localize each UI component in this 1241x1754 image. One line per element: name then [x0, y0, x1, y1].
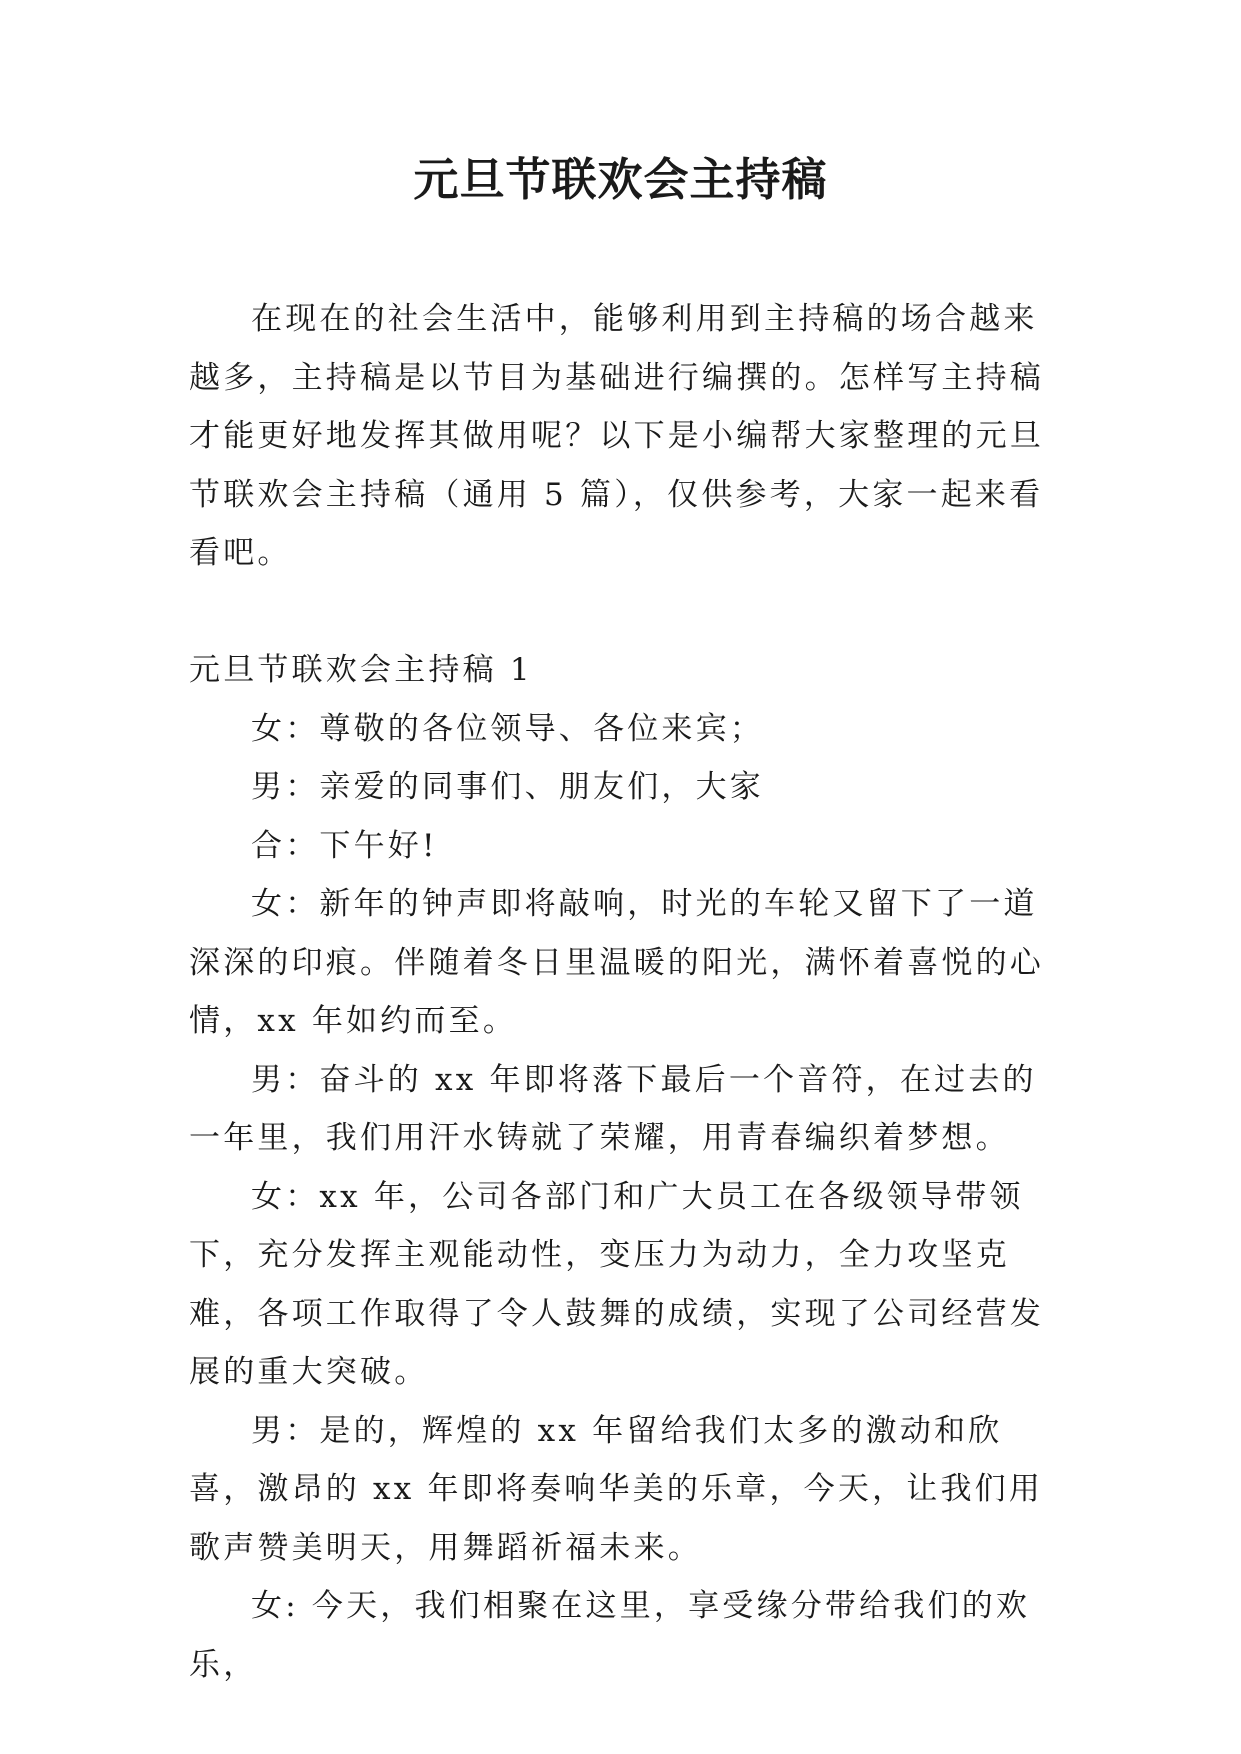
dialogue-line: 合：下午好! — [251, 827, 438, 864]
dialogue-line: 女：尊敬的各位领导、各位来宾； — [251, 710, 764, 747]
dialogue-line: 男：奋斗的 xx 年即将落下最后一个音符，在过去的一年里，我们用汗水铸就了荣耀，用青春编织着梦想。 — [189, 1061, 1037, 1156]
dialogue-line: 女：新年的钟声即将敲响，时光的车轮又留下了一道深深的印痕。伴随着冬日里温暖的阳光，满怀着喜悦的心情，xx 年如约而至。 — [189, 886, 1044, 1039]
dialogue-line: 男：亲爱的同事们、朋友们，大家 — [251, 769, 764, 805]
dialogue-line: 女：xx 年，公司各部门和广大员工在各级领导带领下，充分发挥主观能动性，变压力为动力，全力攻坚克难，各项工作取得了令人鼓舞的成绩，实现了公司经营发展的重大突破。 — [189, 1178, 1044, 1390]
dialogue-line: 女: 今天，我们相聚在这里，享受缘分带给我们的欢乐， — [189, 1588, 1031, 1683]
section-heading: 元旦节联欢会主持稿 1 — [189, 652, 533, 688]
dialogue-line: 男：是的，辉煌的 xx 年留给我们太多的激动和欣喜，激昂的 xx 年即将奏响华美的乐章，今天，让我们用歌声赞美明天，用舞蹈祈福未来。 — [189, 1412, 1044, 1566]
document-body — [189, 290, 1059, 1694]
intro-paragraph: 在现在的社会生活中，能够利用到主持稿的场合越来越多，主持稿是以节目为基础进行编撰的。怎样写主持稿才能更好地发挥其做用呢？以下是小编帮大家整理的元旦节联欢会主持稿（通用 5 篇），仅供参考，大家一起来看看吧。 — [189, 301, 1044, 571]
paragraph-spacer — [189, 583, 1059, 642]
document-title: 元旦节联欢会主持稿 — [413, 153, 828, 206]
